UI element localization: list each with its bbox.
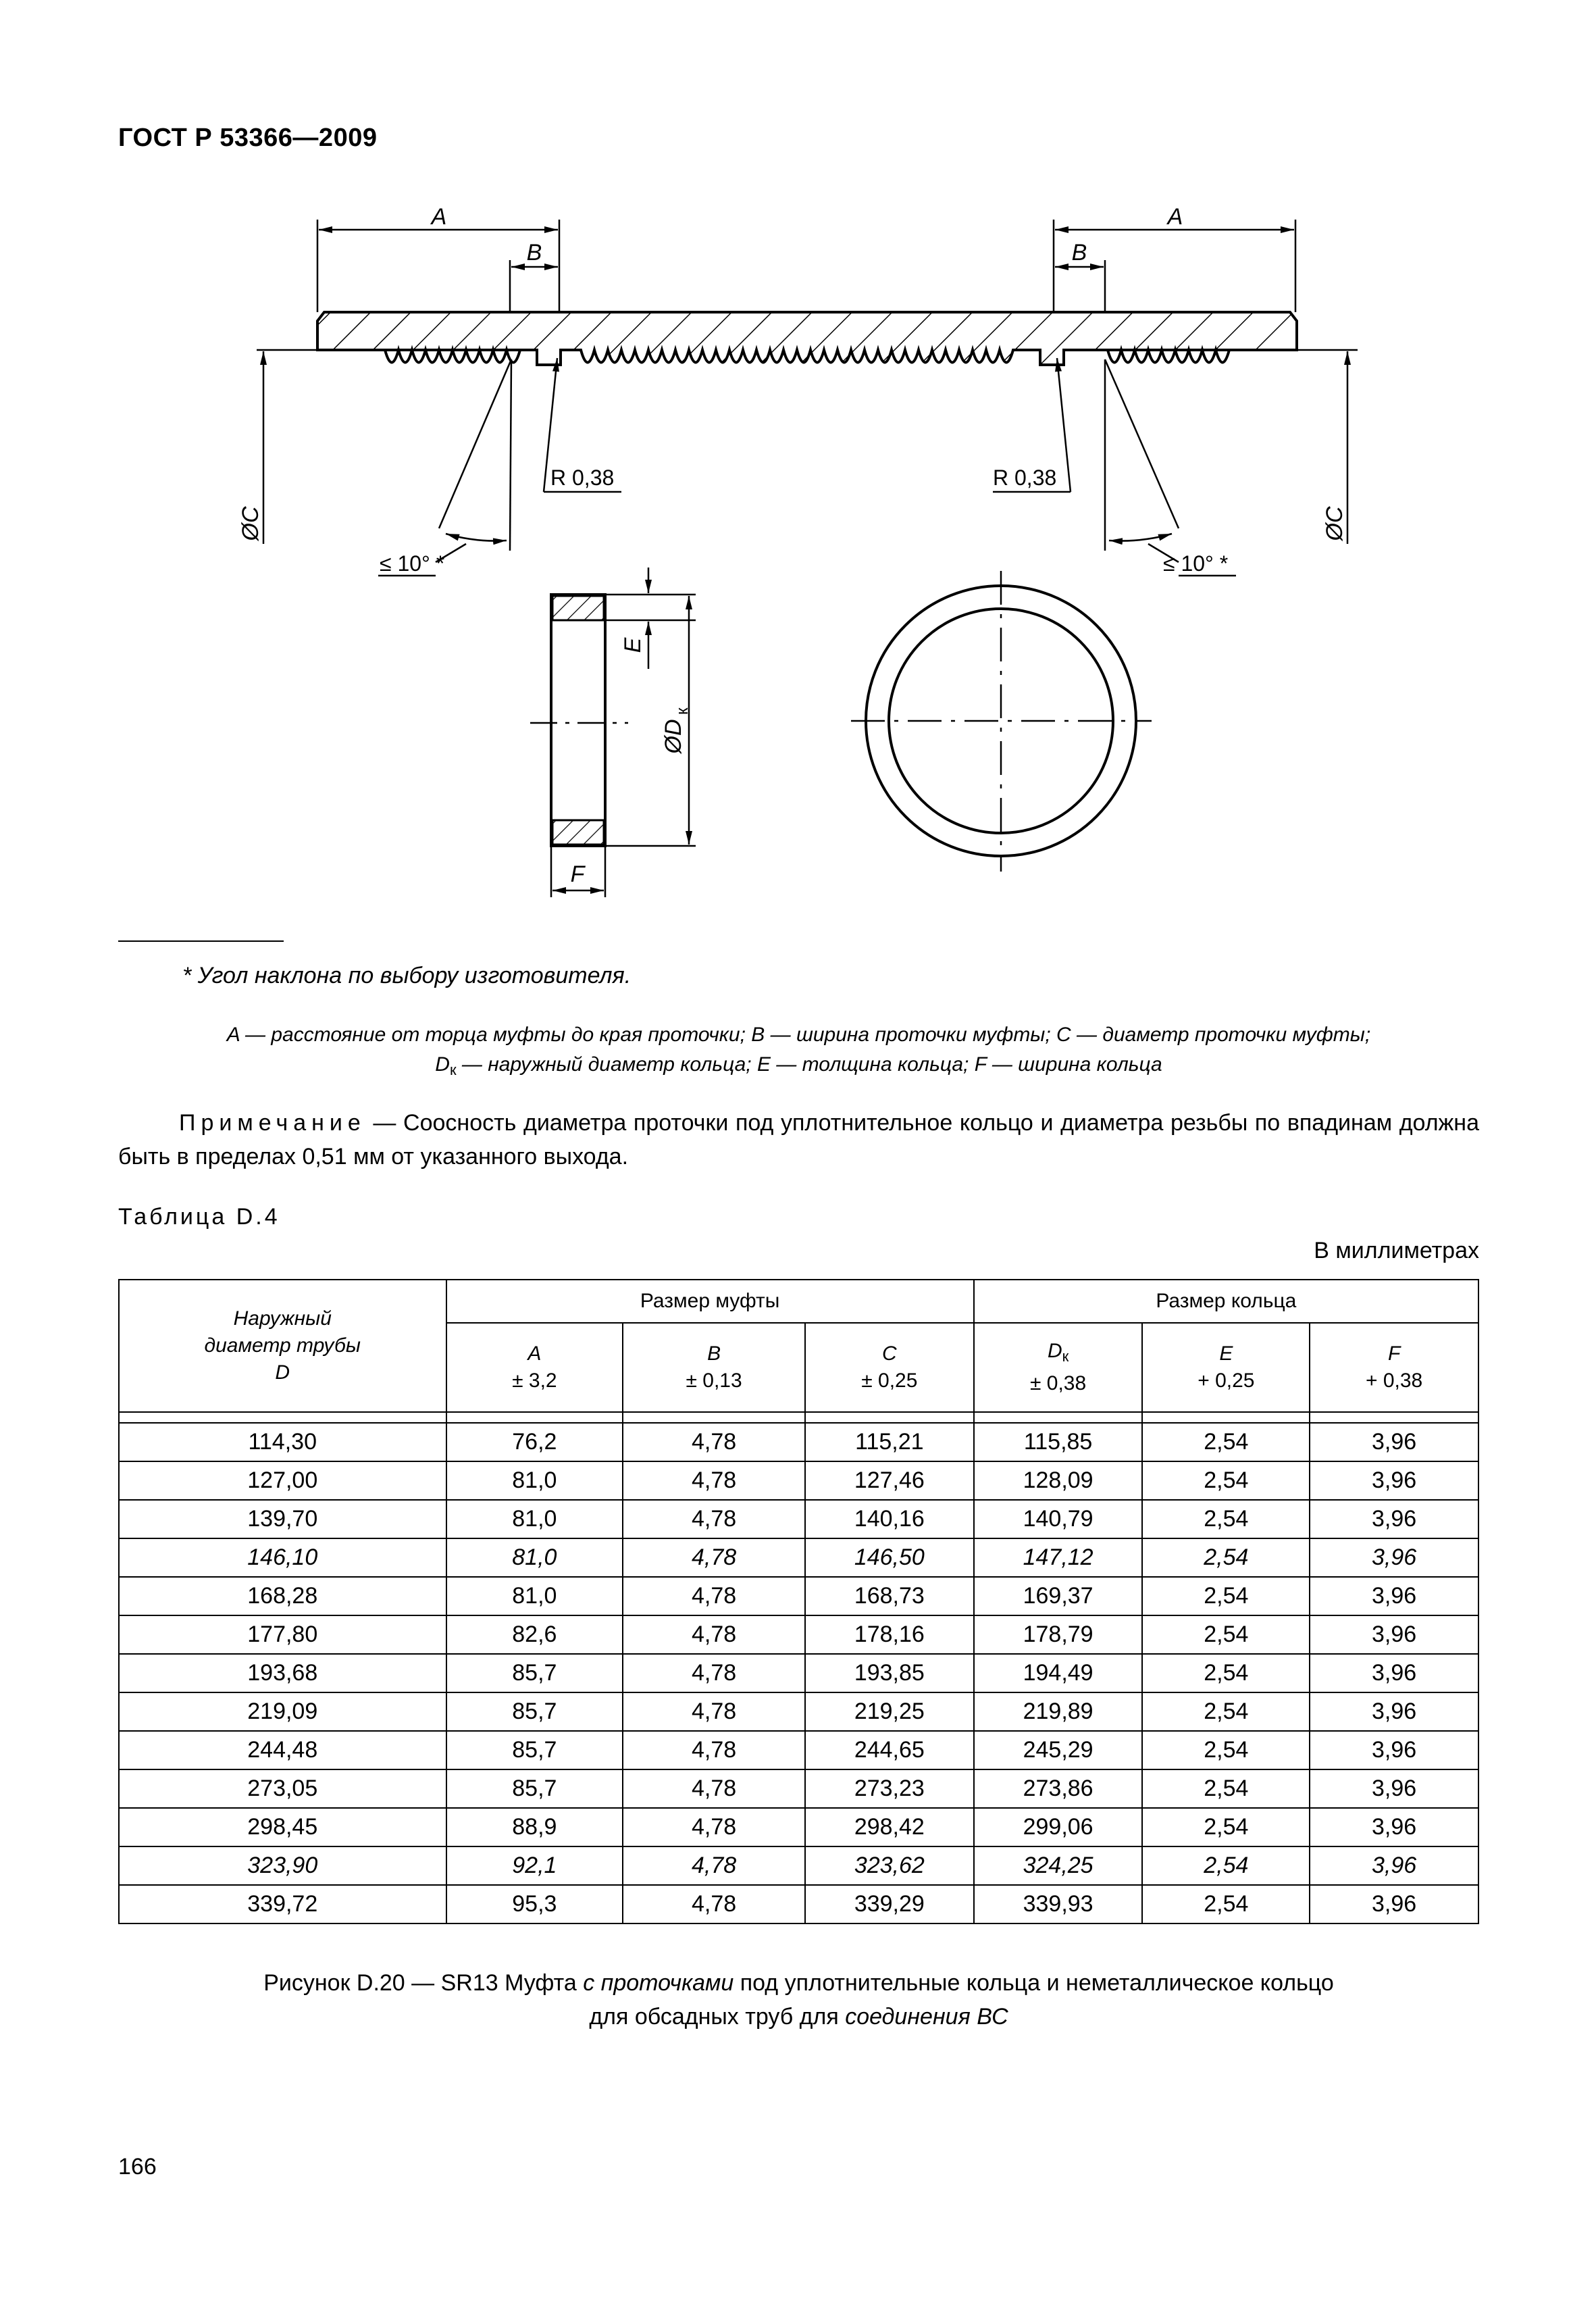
table-cell: 2,54 — [1142, 1538, 1310, 1577]
label-f: F — [570, 861, 585, 887]
legend-dk-sub: к — [449, 1061, 457, 1078]
caption-line-2 — [118, 2000, 1479, 2034]
header-col-name: A — [527, 1342, 542, 1365]
table-cell: 2,54 — [1142, 1654, 1310, 1692]
legend-line-2 — [118, 1050, 1479, 1085]
header-col-tolerance: ± 0,25 — [861, 1369, 918, 1392]
header-col-name: B — [707, 1342, 721, 1365]
table-cell: 2,54 — [1142, 1846, 1310, 1885]
header-col-6 — [1310, 1323, 1478, 1412]
figure-caption — [118, 1966, 1479, 2034]
label-r-right: R 0,38 — [993, 466, 1057, 490]
table-cell: 2,54 — [1142, 1692, 1310, 1731]
note-text: — Соосность диаметра проточки под уплотнительное кольцо и диаметра резьбы по впадинам должна быть в пределах 0,51 мм от указанного выхода. — [118, 1110, 1479, 1169]
table-cell: 339,93 — [974, 1885, 1143, 1923]
table-cell: 76,2 — [446, 1423, 623, 1461]
table-row — [119, 1461, 1478, 1500]
table-cell: 4,78 — [623, 1846, 805, 1885]
header-outer-diameter — [119, 1280, 446, 1412]
table-caption: Таблица D.4 — [118, 1204, 280, 1230]
label-b-left: B — [526, 240, 542, 266]
table-cell: 85,7 — [446, 1731, 623, 1769]
table-cell: 3,96 — [1310, 1423, 1478, 1461]
header-col-5 — [1142, 1323, 1310, 1412]
header-col0-line1: Наружный — [233, 1307, 332, 1330]
data-table — [118, 1279, 1479, 1924]
caption-part3: под уплотнительные кольца и неметаллическое кольцо — [733, 1970, 1334, 1996]
header-col-3 — [805, 1323, 974, 1412]
table-cell: 4,78 — [623, 1885, 805, 1923]
table-cell: 4,78 — [623, 1423, 805, 1461]
header-col-tolerance: + 0,38 — [1365, 1369, 1423, 1392]
coupling-section — [317, 312, 1297, 365]
footnote: * Угол наклона по выбору изготовителя. — [182, 963, 632, 988]
table-cell: 168,73 — [805, 1577, 974, 1615]
caption-line2-part1: для обсадных труб для — [589, 2004, 846, 2030]
table-cell: 4,78 — [623, 1500, 805, 1538]
label-angle-right: ≤ 10° * — [1163, 551, 1229, 576]
table-cell: 4,78 — [623, 1731, 805, 1769]
table-cell: 194,49 — [974, 1654, 1143, 1692]
label-r-left: R 0,38 — [550, 466, 615, 490]
table-cell: 3,96 — [1310, 1846, 1478, 1885]
table-cell: 244,65 — [805, 1731, 974, 1769]
table-cell: 339,29 — [805, 1885, 974, 1923]
table-cell: 95,3 — [446, 1885, 623, 1923]
table-cell: 3,96 — [1310, 1731, 1478, 1769]
table-row — [119, 1577, 1478, 1615]
header-col-tolerance: + 0,25 — [1198, 1369, 1255, 1392]
table-row — [119, 1538, 1478, 1577]
footnote-rule — [118, 940, 284, 942]
table-row — [119, 1654, 1478, 1692]
table-cell: 298,45 — [119, 1808, 446, 1846]
table-cell: 323,62 — [805, 1846, 974, 1885]
label-a-right: A — [1167, 204, 1183, 230]
table-cell: 3,96 — [1310, 1885, 1478, 1923]
table-cell: 178,79 — [974, 1615, 1143, 1654]
header-col0-line2: диаметр трубы — [204, 1334, 361, 1357]
table-cell: 127,00 — [119, 1461, 446, 1500]
header-col-4 — [974, 1323, 1143, 1412]
table-cell: 219,25 — [805, 1692, 974, 1731]
label-angle-left: ≤ 10° * — [380, 551, 445, 576]
table-cell: 4,78 — [623, 1577, 805, 1615]
caption-line2-italic: соединения ВС — [845, 2004, 1008, 2030]
header-col-name: C — [881, 1342, 897, 1365]
table-cell: 127,46 — [805, 1461, 974, 1500]
table-cell: 85,7 — [446, 1654, 623, 1692]
label-dk: ØD — [661, 719, 686, 754]
table-cell: 3,96 — [1310, 1577, 1478, 1615]
header-col-name: D — [1047, 1340, 1062, 1362]
header-col-tolerance: ± 0,38 — [1029, 1372, 1087, 1394]
figure-legend — [118, 1020, 1479, 1085]
table-row — [119, 1846, 1478, 1885]
page-number: 166 — [118, 2154, 157, 2180]
table-cell: 299,06 — [974, 1808, 1143, 1846]
caption-line-1 — [118, 1966, 1479, 2000]
table-row — [119, 1500, 1478, 1538]
table-cell: 244,48 — [119, 1731, 446, 1769]
table-cell: 4,78 — [623, 1461, 805, 1500]
table-cell: 2,54 — [1142, 1500, 1310, 1538]
table-cell: 219,89 — [974, 1692, 1143, 1731]
table-cell: 88,9 — [446, 1808, 623, 1846]
table-cell: 3,96 — [1310, 1769, 1478, 1808]
table-cell: 3,96 — [1310, 1654, 1478, 1692]
table-row — [119, 1615, 1478, 1654]
table-cell: 146,10 — [119, 1538, 446, 1577]
header-col-name: E — [1219, 1342, 1233, 1365]
header-col-sub: к — [1062, 1348, 1069, 1365]
label-a-left: A — [431, 204, 447, 230]
table-units: В миллиметрах — [1314, 1238, 1479, 1263]
table-cell: 140,79 — [974, 1500, 1143, 1538]
table-cell: 85,7 — [446, 1769, 623, 1808]
label-dk-sub: к — [673, 707, 692, 715]
table-cell: 273,86 — [974, 1769, 1143, 1808]
table-cell: 168,28 — [119, 1577, 446, 1615]
coupling-drawing — [0, 0, 1596, 919]
table-cell: 4,78 — [623, 1654, 805, 1692]
table-cell: 81,0 — [446, 1577, 623, 1615]
caption-part1: Рисунок D.20 — SR13 Муфта — [263, 1970, 584, 1996]
table-cell: 2,54 — [1142, 1731, 1310, 1769]
legend-line-1: A — расстояние от торца муфты до края проточки; B — ширина проточки муфты; C — диаметр проточки муфты; — [226, 1024, 1371, 1046]
table-cell: 4,78 — [623, 1538, 805, 1577]
note — [118, 1106, 1479, 1174]
table-cell: 81,0 — [446, 1461, 623, 1500]
table-cell: 115,21 — [805, 1423, 974, 1461]
ring-front-view — [851, 571, 1152, 872]
table-cell: 298,42 — [805, 1808, 974, 1846]
table-cell: 85,7 — [446, 1692, 623, 1731]
header-col-name: F — [1387, 1342, 1401, 1365]
table-cell: 273,05 — [119, 1769, 446, 1808]
table-cell: 273,23 — [805, 1769, 974, 1808]
table-cell: 3,96 — [1310, 1808, 1478, 1846]
table-cell: 82,6 — [446, 1615, 623, 1654]
table-cell: 4,78 — [623, 1615, 805, 1654]
table-cell: 115,85 — [974, 1423, 1143, 1461]
header-col-1 — [446, 1323, 623, 1412]
table-cell: 339,72 — [119, 1885, 446, 1923]
table-row — [119, 1769, 1478, 1808]
table-cell: 245,29 — [974, 1731, 1143, 1769]
label-b-right: B — [1071, 240, 1087, 266]
document-header: ГОСТ Р 53366—2009 — [118, 124, 378, 152]
table-cell: 193,85 — [805, 1654, 974, 1692]
table-cell: 3,96 — [1310, 1500, 1478, 1538]
table-cell: 146,50 — [805, 1538, 974, 1577]
table-cell: 169,37 — [974, 1577, 1143, 1615]
table-cell: 81,0 — [446, 1538, 623, 1577]
label-c-right: ØC — [1322, 506, 1347, 541]
table-cell: 178,16 — [805, 1615, 974, 1654]
table-cell: 177,80 — [119, 1615, 446, 1654]
legend-line-2-text: — наружный диаметр кольца; E — толщина кольца; F — ширина кольца — [456, 1053, 1162, 1076]
header-ring-size: Размер кольца — [974, 1280, 1478, 1323]
note-label: Примечание — [179, 1110, 366, 1136]
header-col-2 — [623, 1323, 805, 1412]
legend-dk: D — [435, 1053, 450, 1076]
label-c-left: ØC — [238, 506, 263, 541]
table-cell: 2,54 — [1142, 1885, 1310, 1923]
table-cell: 3,96 — [1310, 1538, 1478, 1577]
header-col-tolerance: ± 3,2 — [512, 1369, 557, 1392]
table-cell: 4,78 — [623, 1692, 805, 1731]
table-cell: 193,68 — [119, 1654, 446, 1692]
table-cell: 147,12 — [974, 1538, 1143, 1577]
header-col0-line3: D — [275, 1361, 290, 1384]
table-row — [119, 1885, 1478, 1923]
table-cell: 128,09 — [974, 1461, 1143, 1500]
table-cell: 139,70 — [119, 1500, 446, 1538]
table-cell: 3,96 — [1310, 1461, 1478, 1500]
table-row — [119, 1731, 1478, 1769]
table-cell: 3,96 — [1310, 1692, 1478, 1731]
table-cell: 3,96 — [1310, 1615, 1478, 1654]
table-cell: 2,54 — [1142, 1461, 1310, 1500]
table-cell: 219,09 — [119, 1692, 446, 1731]
caption-part2: с проточками — [583, 1970, 734, 1996]
table-cell: 324,25 — [974, 1846, 1143, 1885]
header-col-tolerance: ± 0,13 — [686, 1369, 742, 1392]
header-coupling-size: Размер муфты — [446, 1280, 974, 1323]
table-cell: 81,0 — [446, 1500, 623, 1538]
table-cell: 2,54 — [1142, 1577, 1310, 1615]
table-cell: 4,78 — [623, 1769, 805, 1808]
table-row — [119, 1808, 1478, 1846]
table-cell: 2,54 — [1142, 1423, 1310, 1461]
table-cell: 114,30 — [119, 1423, 446, 1461]
label-e: E — [620, 637, 646, 653]
table-row — [119, 1692, 1478, 1731]
table-cell: 2,54 — [1142, 1769, 1310, 1808]
table-cell: 92,1 — [446, 1846, 623, 1885]
table-cell: 2,54 — [1142, 1615, 1310, 1654]
table-cell: 323,90 — [119, 1846, 446, 1885]
table-cell: 140,16 — [805, 1500, 974, 1538]
table-cell: 4,78 — [623, 1808, 805, 1846]
table-row — [119, 1423, 1478, 1461]
table-cell: 2,54 — [1142, 1808, 1310, 1846]
